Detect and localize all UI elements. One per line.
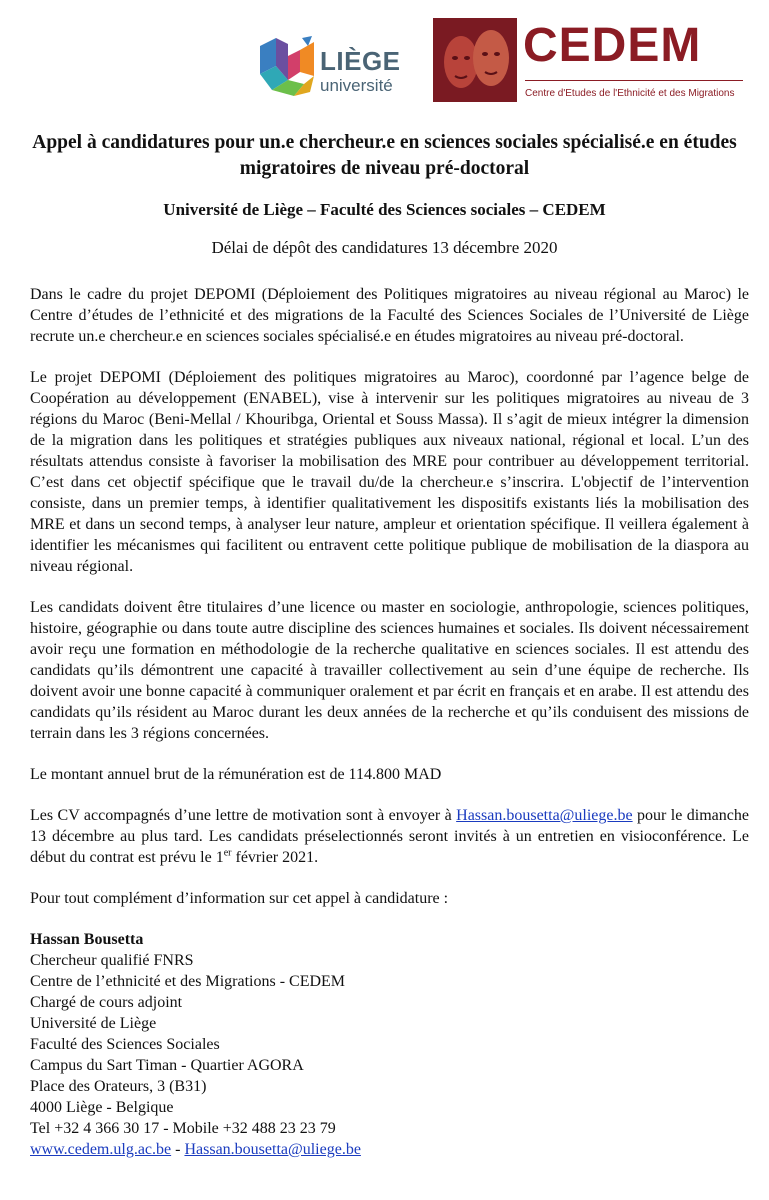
requirements-paragraph: Les candidats doivent être titulaires d’une licence ou master en sociologie, anthropologie, sciences politiques, histoire, géographie ou dans toute autre discipline des sciences humaines et sociales. Ils doivent nécessairement avoir reçu une formation en méthodologie de la recherche qualitative en sciences sociales. Il est attendu des candidats qu’ils démontrent une capacité à travailler collectivement au sein d’une équipe de recherche. Ils doivent avoir une bonne capacité à communiquer oralement et par écrit en français et en arabe. Il est attendu des candidats qu’ils résident au Maroc durant les deux années de la recherche et qu’ils conduisent des missions de terrain dans les 3 régions concernées. [30, 599, 749, 742]
website-link[interactable]: www.cedem.ulg.ac.be [30, 1141, 172, 1158]
deadline-line: Délai de dépôt des candidatures 13 décembre 2020 [211, 238, 558, 257]
header [0, 18, 769, 108]
application-text-start: Les CV accompagnés d’une lettre de motivation sont à envoyer à [30, 807, 457, 824]
application-paragraph [30, 805, 749, 868]
contact-line: Université de Liège [30, 1015, 157, 1032]
contact-line: Campus du Sart Timan - Quartier AGORA [30, 1057, 304, 1074]
contact-email-link[interactable]: Hassan.bousetta@uliege.be [184, 1141, 361, 1158]
contact-line: Faculté des Sciences Sociales [30, 1036, 220, 1053]
document-body [30, 284, 749, 1160]
cedem-logo-title: CEDEM [523, 19, 702, 72]
contact-name: Hassan Bousetta [30, 931, 144, 948]
contact-line: Chercheur qualifié FNRS [30, 952, 194, 969]
contact-line: 4000 Liège - Belgique [30, 1099, 174, 1116]
intro-paragraph: Dans le cadre du projet DEPOMI (Déploiement des Politiques migratoires au niveau régional au Maroc) le Centre d’études de l’ethnicité et des migrations de la Faculté des Sciences Sociales de l’Université de Liège recrute un.e chercheur.e en sciences sociales spécialisé.e en études migratoires au niveau pré-doctoral. [30, 286, 749, 345]
contact-line: Centre de l’ethnicité et des Migrations - CEDEM [30, 973, 346, 990]
cedem-logo-divider [525, 80, 743, 81]
institution-line: Université de Liège – Faculté des Sciences sociales – CEDEM [163, 200, 606, 219]
cedem-faces-emblem [433, 18, 517, 102]
salary-paragraph: Le montant annuel brut de la rémunération est de 114.800 MAD [30, 766, 442, 783]
uliege-logo-subtitle: université [320, 76, 393, 95]
cedem-logo [433, 18, 753, 106]
uliege-logo-icon [258, 36, 316, 98]
links-separator: - [171, 1141, 185, 1158]
application-email-link[interactable]: Hassan.bousetta@uliege.be [456, 807, 633, 824]
application-text-end: février 2021. [231, 849, 319, 866]
uliege-logo-title: LIÈGE [320, 46, 401, 76]
page-title: Appel à candidatures pour un.e chercheur.e en sciences sociales spécialisé.e en études migratoires de niveau pré-doctoral [32, 132, 737, 179]
contact-block [30, 929, 749, 1160]
ordinal-superscript: er [223, 847, 232, 859]
application-text-middle: pour le dimanche 13 décembre au plus tard. Les candidats préselectionnés seront invités à un entretien en visioconférence. Le début du contrat est prévu le 1 [30, 807, 749, 866]
project-paragraph: Le projet DEPOMI (Déploiement des politiques migratoires au Maroc), coordonné par l’agence belge de Coopération au développement (ENABEL), vise à intervenir sur les politiques migratoires au niveau de 3 régions du Maroc (Beni-Mellal / Khouribga, Oriental et Souss Massa). Il s’agit de mieux intégrer la dimension de la migration dans les politiques et stratégies publiques aux niveaux national, régional et local. L’un des résultats attendus consiste à favoriser la mobilisation des MRE pour contribuer au développement territorial. C’est dans cet objectif spécifique que le travail du/de la chercheur.e s’inscrira. L'objectif de l’intervention consiste, dans un premier temps, à identifier qualitativement les dispositifs existants liés la mobilisation des MRE et dans un second temps, à analyser leur nature, ampleur et orientation spécifique. Il veillera également à identifier les mécanismes qui facilitent ou entravent cette politique publique de mobilisation de la diaspora au niveau régional. [30, 369, 749, 575]
cedem-logo-subtitle: Centre d'Etudes de l'Ethnicité et des Migrations [525, 88, 735, 99]
contact-line: Chargé de cours adjoint [30, 994, 183, 1011]
contact-phone-line: Tel +32 4 366 30 17 - Mobile +32 488 23 23 79 [30, 1120, 336, 1137]
uliege-logo [258, 36, 418, 106]
contact-links-line [30, 1139, 749, 1160]
contact-line: Place des Orateurs, 3 (B31) [30, 1078, 207, 1095]
info-paragraph: Pour tout complément d’information sur cet appel à candidature : [30, 890, 449, 907]
